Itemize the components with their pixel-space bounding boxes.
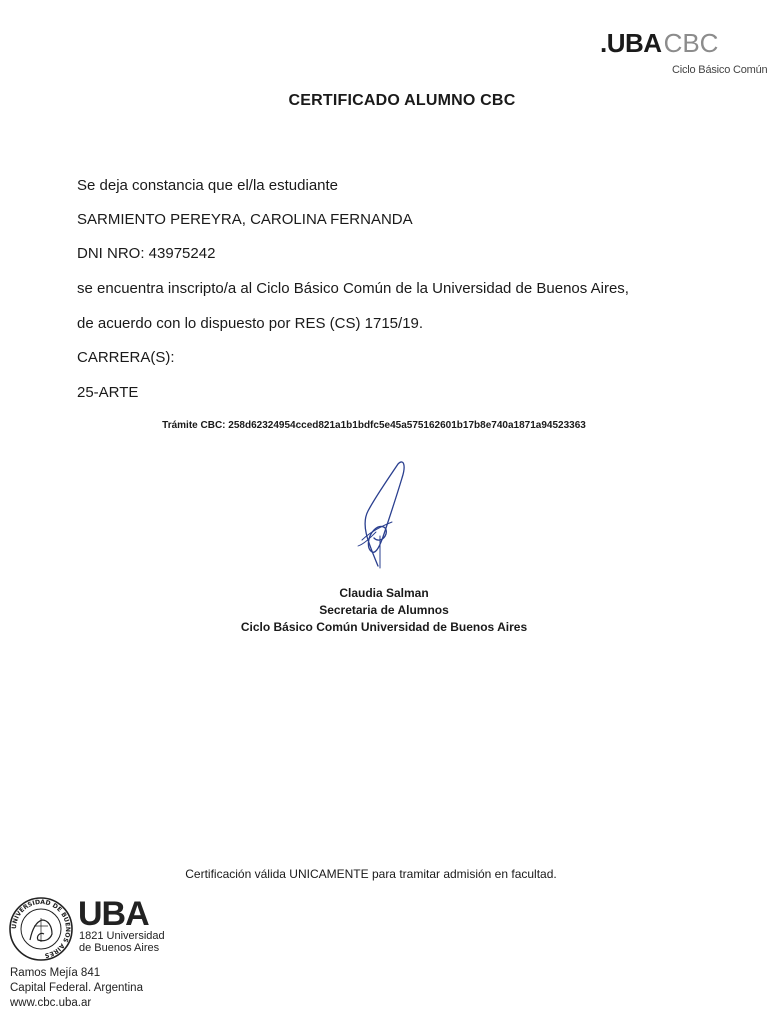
validity-note: Certificación válida UNICAMENTE para tramitar admisión en facultad.	[185, 867, 557, 881]
address-street: Ramos Mejía 841	[10, 967, 101, 979]
intro-text: Se deja constancia que el/la estudiante	[77, 177, 339, 194]
signatory-institution: Ciclo Básico Común Universidad de Buenos Aires	[240, 620, 528, 634]
university-seal-icon	[8, 896, 74, 962]
tagline-line1: 1821 Universidad	[79, 930, 165, 942]
careers-label: CARRERA(S):	[77, 349, 175, 366]
logo-uba-text: .UBA	[600, 28, 662, 58]
tramite-code: Trámite CBC: 258d62324954cced821a1b1bdfc5e45a575162601b17b8e740a1871a94523363	[162, 420, 586, 431]
svg-text:UNIVERSIDAD DE BUENOS AIRES: UNIVERSIDAD DE BUENOS AIRES	[10, 898, 72, 959]
footer-uba-tagline	[79, 930, 165, 954]
resolution-text: de acuerdo con lo dispuesto por RES (CS) 1715/19.	[77, 315, 424, 332]
handwritten-signature	[340, 456, 420, 576]
signatory-name: Claudia Salman	[339, 586, 429, 600]
student-name: SARMIENTO PEREYRA, CAROLINA FERNANDA	[77, 211, 413, 228]
footer-uba-logo: UBA	[78, 895, 149, 933]
address-city: Capital Federal. Argentina	[10, 982, 143, 994]
dni-number: DNI NRO: 43975242	[77, 245, 216, 262]
logo-cbc-text: CBC	[663, 28, 719, 58]
document-title: CERTIFICADO ALUMNO CBC	[288, 92, 516, 109]
signatory-role: Secretaria de Alumnos	[319, 603, 449, 617]
career-value: 25-ARTE	[77, 384, 139, 401]
enrollment-text: se encuentra inscripto/a al Ciclo Básico Común de la Universidad de Buenos Aires,	[77, 280, 629, 297]
address-website: www.cbc.uba.ar	[10, 997, 92, 1009]
logo-subtitle: Ciclo Básico Común	[672, 64, 768, 76]
uba-cbc-logo	[600, 28, 718, 59]
tagline-line2: de Buenos Aires	[79, 942, 160, 954]
